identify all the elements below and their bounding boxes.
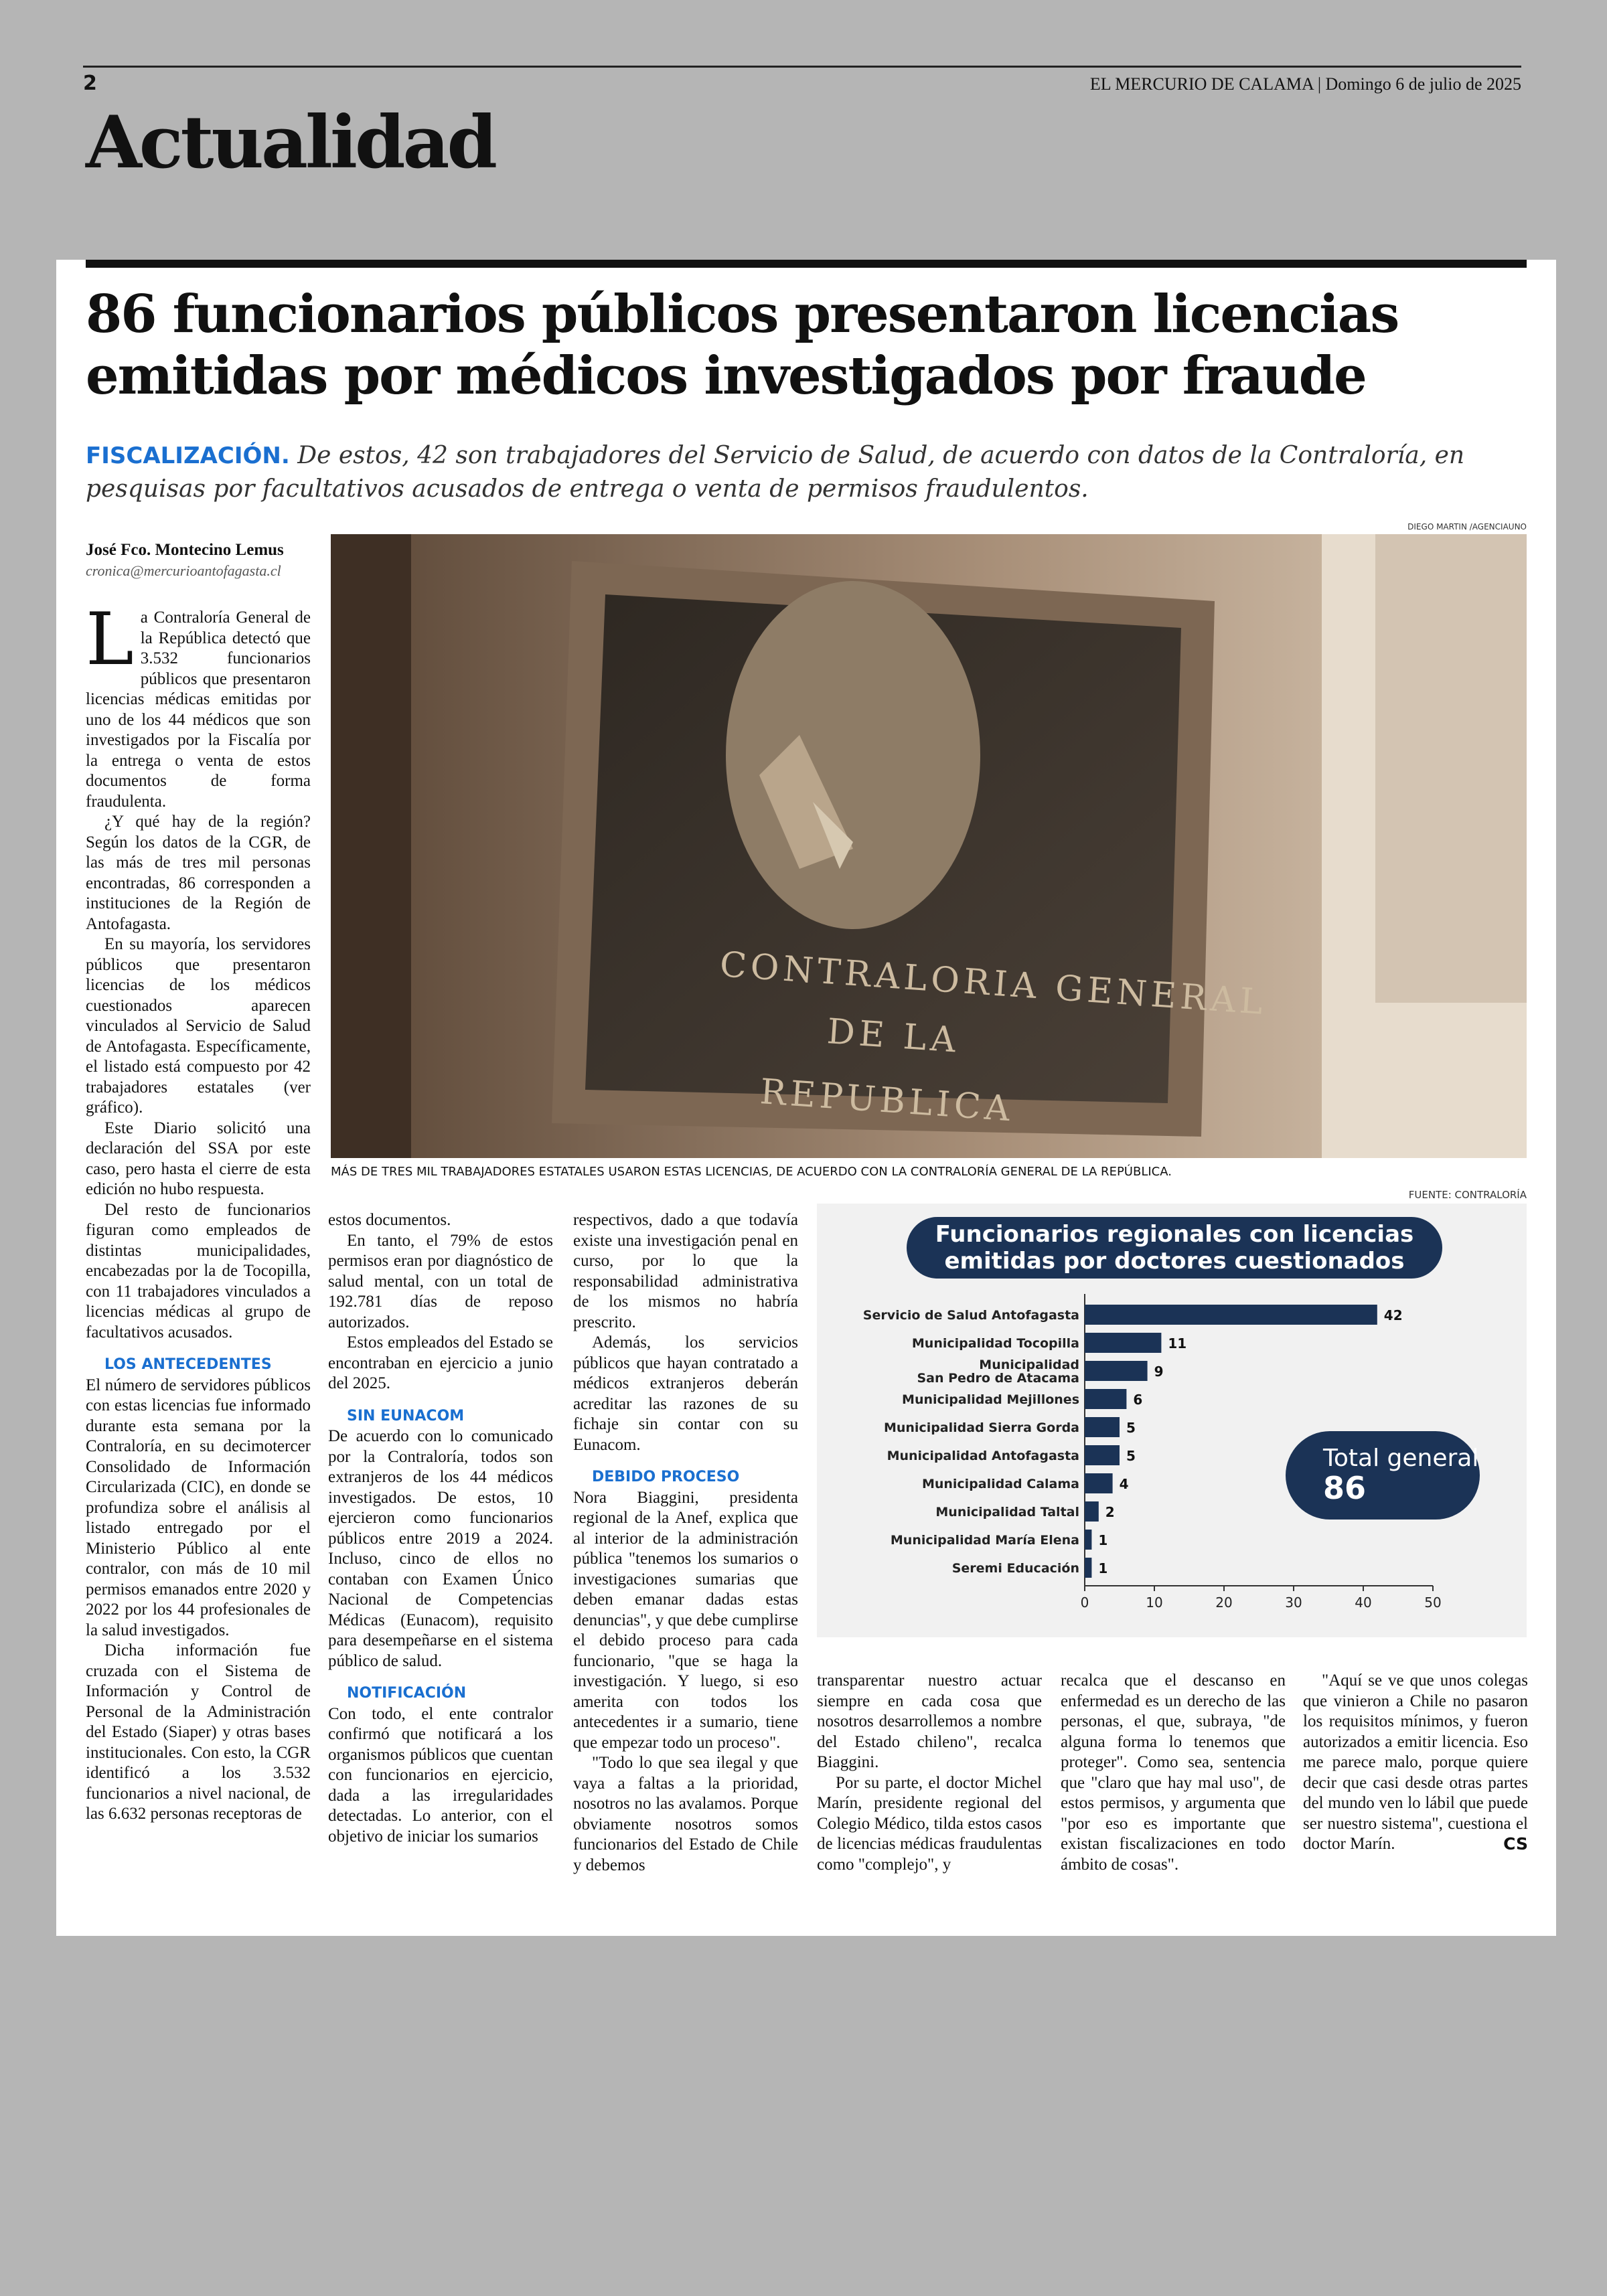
paragraph: estos documentos. [328, 1211, 451, 1229]
chart-category-label: Servicio de Salud Antofagasta [862, 1308, 1079, 1323]
paragraph: "Aquí se ve que unos colegas que vinieron a Chile no pasaron los requisitos mínimos, y fueron autorizados a emitir licencia. Eso me parece malo, porque quiere decir que casi desde otras partes del mundo ven lo lábil que puede ser nuestro sistema", cuestiona el doctor Marín. CS [1303, 1671, 1528, 1854]
paragraph: recalca que el descanso en enfermedad es un derecho de las personas, el que, subraya, "de alguna forma lo tenemos que proteger". Como sea, sentencia que "claro que hay mal uso", de estos permisos, y argumenta que "por eso es importante que existan fiscalizaciones en todo ámbito de cosas". [1061, 1671, 1286, 1874]
lead-text: De estos, 42 son trabajadores del Servicio de Salud, de acuerdo con datos de la Contraloría, en pesquisas por facultativos acusados de entrega o venta de permisos fraudulentos. [86, 442, 1465, 503]
byline-email: cronica@mercurioantofagasta.cl [86, 562, 281, 579]
chart-tick-label: 10 [1146, 1594, 1163, 1611]
paragraph: En tanto, el 79% de estos permisos eran por diagnóstico de salud mental, con un total de 192.781 días de reposo autorizados. [328, 1231, 553, 1331]
chart-category-label: Municipalidad Calama [921, 1477, 1079, 1491]
chart-tick-label: 50 [1424, 1594, 1442, 1611]
headline: 86 funcionarios públicos presentaron licencias emitidas por médicos investigados por fraude [86, 284, 1399, 406]
paragraph: Por su parte, el doctor Michel Marín, presidente regional del Colegio Médico, tilda estos casos de licencias médicas fraudulentas como "complejo", y [817, 1773, 1042, 1874]
total-label: Total general [1323, 1445, 1479, 1472]
top-rule [86, 260, 1527, 268]
chart-category-label: Municipalidad Taltal [935, 1505, 1079, 1520]
chart-tick-label: 20 [1215, 1594, 1233, 1611]
chart-bar [1085, 1305, 1377, 1325]
paragraph: transparentar nuestro actuar siempre en cada cosa que nosotros desarrollemos a nombre del Estado chileno", recalca Biaggini. [817, 1671, 1042, 1771]
chart-category-label: Municipalidad San Pedro de Atacama [917, 1358, 1079, 1386]
chart-category-label: Municipalidad Tocopilla [911, 1336, 1079, 1351]
chart-data-label: 1 [1098, 1532, 1108, 1548]
paragraph: Nora Biaggini, presidenta regional de la Anef, explica que al interior de la administración pública "tenemos los sumarios o investigaciones sumarias que deben emanar dadas estas denuncias", y que debe cumplirse el debido proceso para cada funcionario, "que se haga la investigación. Y luego, si eso amerita con todos los antecedentes ir a sumario, tiene que empezar todo un proceso". [573, 1488, 798, 1752]
photo-illustration [331, 534, 1527, 1158]
column-5 [1061, 1671, 1286, 1875]
chart-bar [1085, 1501, 1099, 1522]
byline-name: José Fco. Montecino Lemus [86, 541, 284, 559]
dropcap: L [86, 598, 134, 681]
photo-sign-line3: REPUBLICA [759, 1072, 1015, 1130]
column-1 [86, 598, 311, 1825]
end-mark: CS [1503, 1834, 1528, 1854]
subhead-notificacion: NOTIFICACIÓN [347, 1685, 467, 1702]
chart-title: Funcionarios regionales con licencias emitidas por doctores cuestionados [907, 1217, 1442, 1279]
chart-tick-label: 40 [1355, 1594, 1372, 1611]
chart-data-label: 11 [1168, 1335, 1187, 1351]
paragraph: Dicha información fue cruzada con el Sistema de Información y Control de Personal de la Administración del Estado (Siaper) y otras bases institucionales. Con esto, la CGR identificó a los 3.532 funcionarios a nivel nacional, de las 6.632 personas receptoras de [86, 1641, 311, 1823]
chart-bar [1085, 1445, 1120, 1465]
column-6 [1303, 1671, 1528, 1855]
paragraph: La Contraloría General de la República detectó que 3.532 funcionarios públicos que presentaron licencias médicas emitidas por uno de los 44 médicos que son investigados por la Fiscalía por la entrega o venta de estos documentos de forma fraudulenta. [86, 598, 311, 811]
chart-data-label: 5 [1126, 1420, 1136, 1436]
chart-category-label: Municipalidad María Elena [890, 1533, 1079, 1548]
chart-source: FUENTE: CONTRALORÍA [1408, 1189, 1527, 1201]
photo-sign-line2: DE LA [826, 1011, 962, 1061]
photo-credit: DIEGO MARTIN /AGENCIAUNO [1407, 522, 1527, 531]
chart [817, 1204, 1527, 1637]
lead-kicker: FISCALIZACIÓN. [86, 442, 290, 469]
paragraph: Además, los servicios públicos que hayan contratado a médicos extranjeros deberán acreditar las razones de su fichaje sin contar con su Eunacom. [573, 1333, 798, 1454]
paragraph: respectivos, dado a que todavía existe una investigación penal en curso, por lo que la responsabilidad administrativa de los mismos no habría prescrito. [573, 1211, 798, 1331]
chart-category-label: Municipalidad Antofagasta [887, 1449, 1079, 1463]
byline [86, 541, 313, 580]
photo-sign-line1: CONTRALORIA GENERAL [718, 945, 1268, 1023]
page-header [83, 66, 1521, 95]
paragraph: Del resto de funcionarios figuran como empleados de distintas municipalidades, encabezadas por la de Tocopilla, con 11 trabajadores vinculados a licencias médicas al grupo de facultativos acusados. [86, 1200, 311, 1341]
chart-tick-label: 0 [1080, 1594, 1089, 1611]
lead [86, 439, 1525, 506]
chart-data-label: 1 [1098, 1560, 1108, 1576]
chart-bar [1085, 1333, 1161, 1353]
paragraph: De acuerdo con lo comunicado por la Contraloría, todos son extranjeros de los 44 médicos investigados. De estos, 10 ejercieron como funcionarios públicos entre 2019 a 2024. Incluso, cinco de ellos no contaban con Examen Único Nacional de Competencias Médicas (Eunacom), requisito para desempeñarse en el sistema público de salud. [328, 1427, 553, 1670]
page-number: 2 [83, 72, 97, 95]
chart-bar [1085, 1530, 1091, 1550]
paragraph: Estos empleados del Estado se encontraban en ejercicio a junio del 2025. [328, 1333, 553, 1392]
chart-data-label: 6 [1133, 1392, 1143, 1408]
masthead: EL MERCURIO DE CALAMA | Domingo 6 de julio de 2025 [1089, 74, 1521, 94]
paragraph: Este Diario solicitó una declaración del SSA por este caso, pero hasta el cierre de esta edición no hubo respuesta. [86, 1119, 311, 1198]
photo [331, 534, 1527, 1158]
chart-category-label: Municipalidad Mejillones [902, 1392, 1079, 1407]
chart-bar [1085, 1389, 1126, 1409]
chart-bar [1085, 1558, 1091, 1578]
paragraph: En su mayoría, los servidores públicos que presentaron licencias de los médicos cuestionados aparecen vinculados al Servicio de Salud de Antofagasta. Específicamente, el listado está compuesto por 42 trabajadores estatales (ver gráfico). [86, 935, 311, 1117]
paragraph: "Todo lo que sea ilegal y que vaya a faltas a la prioridad, nosotros no las avalamos. Porque obviamente nosotros somos funcionarios del Estado de Chile y debemos [573, 1754, 798, 1874]
paragraph: Con todo, el ente contralor confirmó que notificará a los organismos públicos que cuentan con funcionarios en ejercicio, dada a las irregularidades detectadas. Lo anterior, con el objetivo de iniciar los sumarios [328, 1704, 553, 1846]
column-4 [817, 1671, 1042, 1875]
chart-category-label: Municipalidad Sierra Gorda [883, 1420, 1079, 1435]
paragraph: ¿Y qué hay de la región? Según los datos de la CGR, de las más de tres mil personas encontradas, 86 corresponden a instituciones de la Región de Antofagasta. [86, 813, 311, 933]
section-title: Actualidad [86, 100, 495, 185]
chart-bar [1085, 1473, 1113, 1493]
chart-data-label: 5 [1126, 1448, 1136, 1464]
subhead-debido-proceso: DEBIDO PROCESO [592, 1469, 740, 1485]
chart-data-label: 9 [1154, 1364, 1164, 1380]
column-3 [573, 1210, 798, 1876]
photo-relief [726, 581, 980, 929]
subhead-sin-eunacom: SIN EUNACOM [347, 1407, 465, 1424]
chart-data-label: 2 [1105, 1504, 1115, 1520]
paragraph: El número de servidores públicos con estas licencias fue informado durante esta semana por la Contraloría, en su decimotercer Consolidado de Información Circularizada (CIC), en donde se profundiza sobre el análisis al listado entregado por el Ministerio Público al ente contralor, con más de 10 mil permisos emanados entre 2020 y 2022 por los 44 profesionales de la salud investigados. [86, 1376, 311, 1639]
chart-data-label: 4 [1119, 1476, 1129, 1492]
chart-category-label: Seremi Educación [951, 1561, 1079, 1576]
chart-bar [1085, 1361, 1148, 1381]
subhead-antecedentes: LOS ANTECEDENTES [104, 1356, 272, 1373]
chart-bar [1085, 1417, 1120, 1437]
total-value: 86 [1323, 1470, 1367, 1506]
chart-data-label: 42 [1383, 1307, 1403, 1323]
chart-tick-label: 30 [1285, 1594, 1302, 1611]
photo-caption: MÁS DE TRES MIL TRABAJADORES ESTATALES USARON ESTAS LICENCIAS, DE ACUERDO CON LA CONTRALORÍA GENERAL DE LA REPÚBLICA. [331, 1165, 1172, 1179]
article [56, 260, 1556, 1936]
column-2 [328, 1210, 553, 1847]
total-badge [1286, 1431, 1480, 1520]
